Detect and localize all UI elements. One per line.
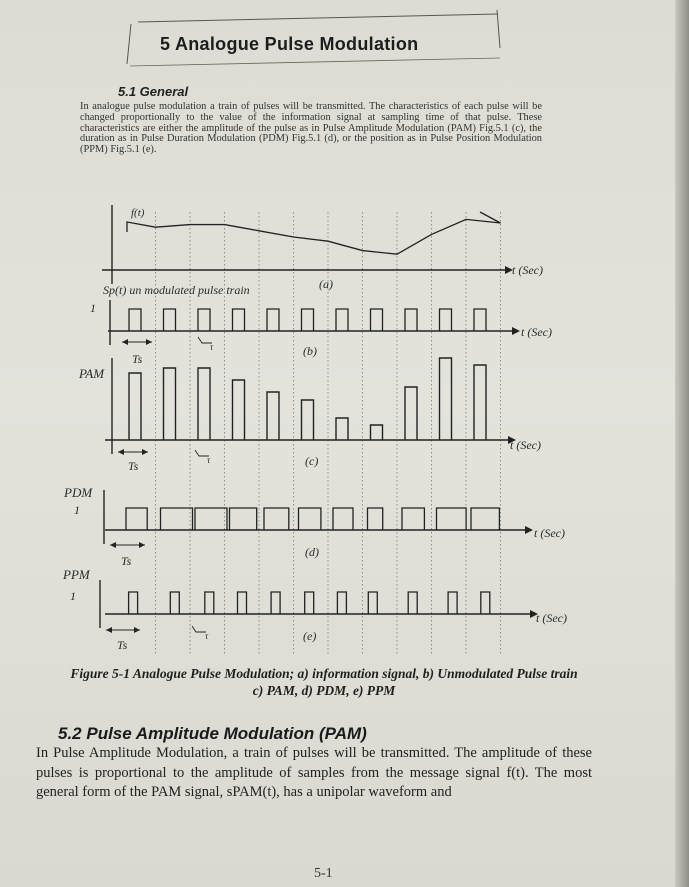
ppm-pulse [408,592,417,614]
pam-pulse [129,373,141,440]
unmodulated-pulse-train [129,309,486,331]
pam-pulse-train [129,358,486,440]
ppm-pulse [481,592,490,614]
pdm-pulse [195,508,227,530]
axis-label-c: t (Sec) [510,438,541,452]
tau-label-c: τ [207,455,211,465]
pdm-pulse [402,508,424,530]
sp-one-label: 1 [90,301,96,315]
sp-pulse [164,309,176,331]
pam-pulse [267,392,279,440]
ts-label-d: Ts [121,554,132,568]
ppm-pulse [238,592,247,614]
pam-pulse [198,368,210,440]
ppm-pulse-train [129,592,490,614]
signal-label: f(t) [131,207,145,219]
axis-label-a: t (Sec) [512,263,543,277]
pdm-pulse-train [126,508,499,530]
sp-pulse [405,309,417,331]
ppm-pulse [448,592,457,614]
ppm-pulse [205,592,214,614]
pdm-pulse [437,508,467,530]
axis-label-e: t (Sec) [536,611,567,625]
ppm-one-label: 1 [70,589,76,603]
period-arrows [106,337,212,633]
sp-pulse [233,309,245,331]
pdm-pulse [333,508,353,530]
sp-pulse [336,309,348,331]
pdm-one-label: 1 [74,503,80,517]
section-paragraph-general: In analogue pulse modulation a train of pulses will be transmitted. The characteristics of each pulse will be changed proportionally to the value of the information signal at sampling time of that pulse. These characteristics are either the amplitude of the pulse as in Pulse Amplitude Modulation (PAM) Fig.5.1 (c), the duration as in Pulse Duration Modulation (PDM) Fig.5.1 (d), or the position as in Pulse Position Modulation (PPM) Fig.5.1 (e). [80,101,542,156]
sp-pulse [371,309,383,331]
ts-label-e: Ts [117,638,128,652]
sp-pulse [440,309,452,331]
ppm-pulse [271,592,280,614]
tau-marker [192,626,206,632]
axis-b-arrowhead [512,327,520,335]
axis-label-b: t (Sec) [521,325,552,339]
pam-pulse [336,418,348,440]
pdm-pulse [161,508,193,530]
pam-pulse [440,358,452,440]
pdm-pulse [471,508,499,530]
ppm-label: PPM [63,567,90,582]
pam-label: PAM [79,366,105,381]
pdm-pulse [299,508,321,530]
pam-pulse [371,425,383,440]
pdm-pulse [368,508,383,530]
axis-label-d: t (Sec) [534,526,565,540]
tau-label-b: τ [210,342,214,352]
sublabel-d: (d) [305,545,319,559]
sp-label: Sp(t) un modulated pulse train [103,283,250,297]
sublabel-a: (a) [319,277,333,291]
ts-label-b: Ts [132,352,143,366]
ppm-pulse [337,592,346,614]
pam-pulse [233,380,245,440]
tau-label-e: τ [205,631,209,641]
sp-pulse [267,309,279,331]
sp-pulse [198,309,210,331]
sp-pulse [474,309,486,331]
pdm-label: PDM [64,485,93,500]
information-signal-curve [127,212,501,254]
ppm-pulse [129,592,138,614]
sublabel-c: (c) [305,454,319,468]
ppm-pulse [305,592,314,614]
ppm-pulse [170,592,179,614]
pdm-pulse [264,508,289,530]
section-paragraph-pam: In Pulse Amplitude Modulation, a train of pulses will be transmitted. The amplitude of these pulses is proportional to the amplitude of samples from the message signal f(t). The most general form of the PAM signal, sPAM(t), has a unipolar waveform and [36,745,592,800]
section-heading-general: 5.1 General [118,84,189,99]
chapter-title: 5 Analogue Pulse Modulation [160,34,419,54]
ppm-pulse [368,592,377,614]
pam-pulse [474,365,486,440]
axis-d-arrowhead [525,526,533,534]
sublabel-b: (b) [303,344,317,358]
pam-pulse [405,387,417,440]
section-heading-pam: 5.2 Pulse Amplitude Modulation (PAM) [58,724,367,743]
sublabel-e: (e) [303,629,317,643]
figure-axes [100,205,538,628]
sp-pulse [129,309,141,331]
ts-label-c: Ts [128,459,139,473]
page-number: 5-1 [314,866,333,881]
pdm-pulse [126,508,147,530]
sp-pulse [302,309,314,331]
figure-caption: Figure 5-1 Analogue Pulse Modulation; a) information signal, b) Unmodulated Pulse train c) PAM, d) PDM, e) PPM [70,666,578,698]
pam-pulse [164,368,176,440]
pam-pulse [302,400,314,440]
pdm-pulse [230,508,257,530]
